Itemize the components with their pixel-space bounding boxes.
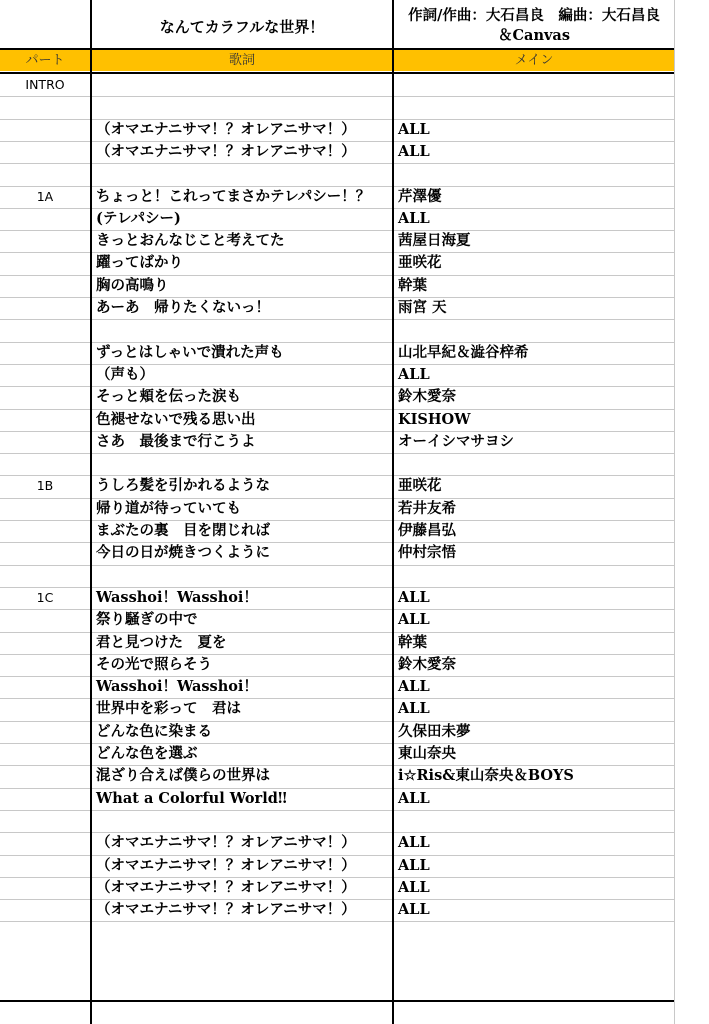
row-singer: 若井友希 (398, 499, 456, 517)
column-header-lyrics: 歌詞 (92, 50, 392, 71)
row-singer: ALL (398, 789, 430, 807)
row-divider (0, 119, 674, 120)
row-divider (0, 609, 674, 610)
row-lyric: どんな色に染まる (96, 722, 212, 740)
table-row (0, 721, 674, 743)
table-row (0, 743, 674, 765)
row-singer: オーイシマサヨシ (398, 432, 514, 450)
table-row (0, 230, 674, 252)
column-divider-part (90, 0, 92, 1024)
row-part: 1A (36, 188, 54, 204)
table-row (0, 208, 674, 230)
row-divider (0, 386, 674, 387)
table-row (0, 386, 674, 408)
row-singer: ALL (398, 878, 430, 896)
row-lyric: あーあ 帰りたくないっ！ (96, 299, 270, 316)
table-row (0, 788, 674, 810)
row-singer: 幹葉 (398, 633, 427, 651)
row-lyric: ちょっと！これってまさかテレパシー！？ (96, 187, 371, 205)
row-singer: KISHOW (398, 410, 471, 428)
row-lyric: （オマエナニサマ！？オレアニサマ！） (96, 878, 356, 896)
row-divider (0, 698, 674, 699)
row-divider (0, 96, 674, 97)
row-divider (0, 475, 674, 476)
table-row (0, 119, 674, 141)
table-row (0, 587, 674, 609)
row-divider (0, 565, 674, 566)
row-singer: 伊藤昌弘 (398, 522, 456, 539)
table-row (0, 186, 674, 208)
row-divider (0, 252, 674, 253)
row-singer: ALL (398, 856, 430, 874)
row-divider (0, 587, 674, 588)
table-row (0, 409, 674, 431)
row-divider (0, 453, 674, 454)
row-lyric: 今日の日が焼きつくように (96, 544, 270, 562)
row-part: INTRO (25, 77, 65, 92)
row-divider (0, 498, 674, 499)
table-row (0, 565, 674, 587)
row-divider (0, 921, 674, 922)
row-singer: ALL (398, 142, 430, 160)
table-row (0, 163, 674, 185)
row-singer: 芹澤優 (398, 187, 442, 205)
table-row (0, 342, 674, 364)
table-row (0, 475, 674, 497)
table-row (0, 632, 674, 654)
row-lyric: 色褪せないで残る思い出 (96, 410, 256, 428)
row-singer: 仲村宗悟 (398, 544, 456, 562)
table-row (0, 877, 674, 899)
row-lyric: 躍ってばかり (96, 254, 183, 272)
row-lyric: 混ざり合えば僕らの世界は (96, 767, 270, 785)
row-singer: ALL (398, 588, 430, 606)
column-divider-lyrics (392, 0, 394, 1024)
row-divider (0, 765, 674, 766)
row-singer: ALL (398, 834, 430, 852)
row-divider (0, 542, 674, 543)
table-row (0, 542, 674, 564)
row-lyric: （オマエナニサマ！？オレアニサマ！） (96, 834, 356, 852)
row-lyric: 君と見つけた 夏を (96, 633, 227, 651)
table-row (0, 921, 674, 943)
table-row (0, 297, 674, 319)
credits (394, 6, 674, 46)
table-row (0, 498, 674, 520)
row-lyric: Wasshoi！Wasshoi！ (96, 588, 258, 606)
table-row (0, 899, 674, 921)
row-singer: ALL (398, 678, 430, 696)
row-divider (0, 788, 674, 789)
table-row (0, 364, 674, 386)
row-lyric: What a Colorful World‼ (96, 789, 287, 807)
row-lyric: Wasshoi！Wasshoi！ (96, 678, 258, 696)
row-lyric: （声も） (96, 365, 154, 383)
row-lyric: そっと頬を伝った涙も (96, 388, 241, 406)
row-lyric: まぶたの裏 目を閉じれば (96, 522, 270, 539)
row-lyric: (テレパシー) (96, 209, 181, 227)
table-row (0, 252, 674, 274)
table-row (0, 141, 674, 163)
table-row (0, 855, 674, 877)
row-lyric: どんな色を選ぶ (96, 745, 198, 762)
credits-line-2: ＆Canvas (498, 27, 570, 44)
row-divider (0, 186, 674, 187)
column-header-divider (0, 72, 674, 74)
table-bottom-border (0, 1000, 674, 1002)
table-right-border (674, 0, 675, 1024)
row-divider (0, 297, 674, 298)
row-divider (0, 832, 674, 833)
table-row (0, 676, 674, 698)
row-singer: 久保田未夢 (398, 722, 471, 740)
row-divider (0, 141, 674, 142)
table-row (0, 96, 674, 118)
row-divider (0, 230, 674, 231)
row-lyric: さあ 最後まで行こうよ (96, 432, 256, 450)
header-divider (0, 48, 674, 50)
row-lyric: その光で照らそう (96, 655, 212, 673)
song-title: なんてカラフルな世界！ (159, 18, 325, 36)
row-divider (0, 676, 674, 677)
row-divider (0, 654, 674, 655)
row-divider (0, 632, 674, 633)
row-divider (0, 163, 674, 164)
row-divider (0, 364, 674, 365)
row-singer: 鈴木愛奈 (398, 388, 456, 406)
table-row (0, 654, 674, 676)
row-singer: ALL (398, 901, 430, 919)
table-row (0, 698, 674, 720)
row-lyric: きっとおんなじこと考えてた (96, 232, 285, 250)
row-singer: i☆Ris&東山奈央＆BOYS (398, 767, 574, 785)
table-row (0, 431, 674, 453)
row-lyric: 帰り道が待っていても (96, 499, 241, 517)
row-singer: ALL (398, 120, 430, 138)
row-singer: 亜咲花 (398, 477, 442, 495)
row-divider (0, 877, 674, 878)
row-divider (0, 520, 674, 521)
row-divider (0, 721, 674, 722)
row-divider (0, 810, 674, 811)
row-singer: 鈴木愛奈 (398, 655, 456, 673)
table-row (0, 810, 674, 832)
row-lyric: （オマエナニサマ！？オレアニサマ！） (96, 901, 356, 919)
credits-line-1: 作詞/作曲：大石昌良 編曲：大石昌良 (408, 7, 660, 24)
row-lyric: 祭り騒ぎの中で (96, 611, 198, 629)
row-part: 1B (36, 478, 54, 494)
row-divider (0, 855, 674, 856)
row-singer: 山北早紀＆澁谷梓希 (398, 343, 529, 361)
row-divider (0, 899, 674, 900)
column-header-part: パート (0, 50, 90, 71)
table-row (0, 453, 674, 475)
row-part: 1C (36, 589, 54, 605)
row-divider (0, 431, 674, 432)
row-singer: ALL (398, 365, 430, 383)
row-divider (0, 208, 674, 209)
column-header-main: メイン (394, 50, 674, 71)
row-lyric: 胸の高鳴り (96, 276, 169, 294)
row-divider (0, 275, 674, 276)
row-lyric: （オマエナニサマ！？オレアニサマ！） (96, 856, 356, 874)
row-divider (0, 319, 674, 320)
table-row (0, 832, 674, 854)
table-row (0, 74, 674, 96)
row-lyric: （オマエナニサマ！？オレアニサマ！） (96, 142, 356, 160)
table-row (0, 609, 674, 631)
row-lyric: ずっとはしゃいで潰れた声も (96, 343, 284, 361)
row-singer: 茜屋日海夏 (398, 232, 471, 250)
row-singer: ALL (398, 700, 430, 718)
row-divider (0, 743, 674, 744)
row-singer: 雨宮 天 (398, 299, 447, 316)
row-singer: 幹葉 (398, 276, 427, 294)
table-row (0, 520, 674, 542)
row-divider (0, 342, 674, 343)
row-singer: ALL (398, 209, 430, 227)
row-divider (0, 409, 674, 410)
table-row (0, 319, 674, 341)
row-lyric: うしろ髪を引かれるような (96, 477, 270, 495)
row-singer: 東山奈央 (398, 745, 456, 762)
row-lyric: 世界中を彩って 君は (96, 700, 241, 718)
row-lyric: （オマエナニサマ！？オレアニサマ！） (96, 120, 356, 138)
row-singer: 亜咲花 (398, 254, 442, 272)
table-row (0, 765, 674, 787)
row-singer: ALL (398, 611, 430, 629)
table-row (0, 275, 674, 297)
